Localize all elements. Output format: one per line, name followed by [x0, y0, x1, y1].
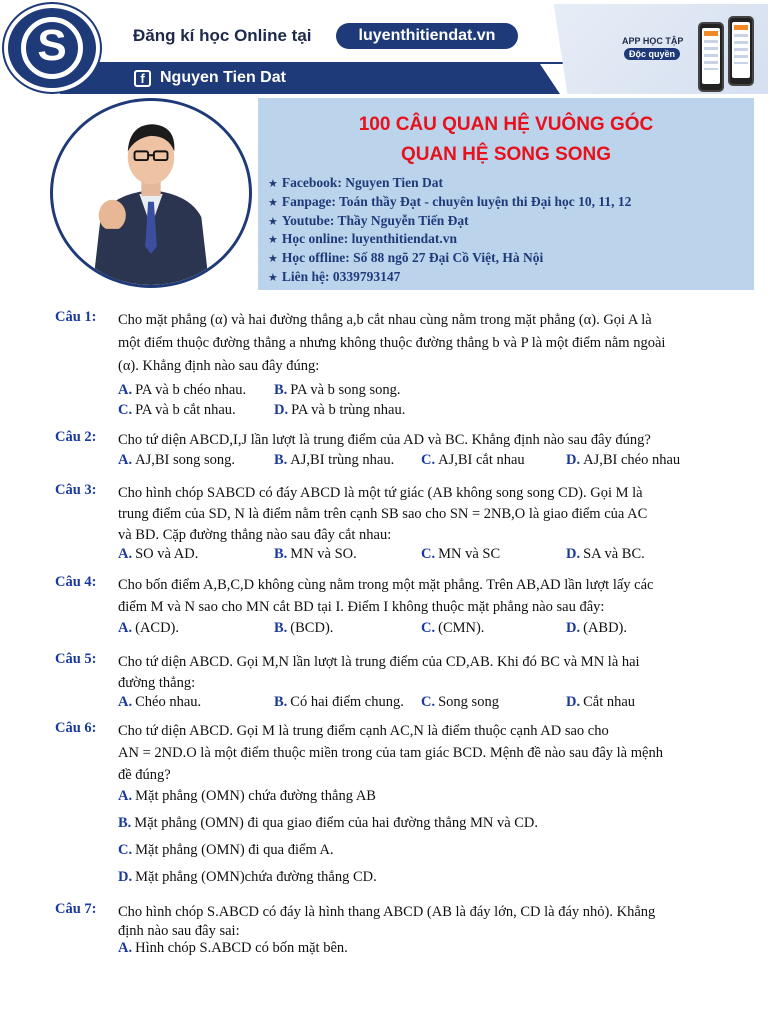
contact-online[interactable]: Học online: luyenthitiendat.vn — [281, 231, 458, 247]
star-icon: ★ — [268, 252, 278, 266]
option-c[interactable]: C. (CMN). — [421, 620, 485, 636]
contact-list — [268, 174, 631, 287]
option-d[interactable]: D. AJ,BI chéo nhau — [566, 452, 681, 468]
question-label: Câu 4: — [55, 574, 97, 590]
question-line: (α). Khẳng định nào sau đây đúng: — [118, 358, 320, 374]
option-c[interactable]: C. AJ,BI cắt nhau — [421, 452, 525, 468]
question-line: Cho tứ diện ABCD. Gọi M là trung điểm cạnh AC,N là điểm thuộc cạnh AD sao cho — [118, 723, 609, 739]
contact-phone[interactable]: Liên hệ: 0339793147 — [281, 268, 401, 284]
option-b[interactable]: B. MN và SO. — [274, 546, 357, 562]
question-line: Cho tứ diện ABCD,I,J lần lượt là trung điểm của AD và BC. Khẳng định nào sau đây đúng? — [118, 432, 651, 448]
question-line: Cho bốn điểm A,B,C,D không cùng nằm trong một mặt phẳng. Trên AB,AD lần lượt lấy các — [118, 577, 654, 593]
contact-item — [268, 249, 631, 268]
question-line: AN = 2ND.O là một điểm thuộc miền trong của tam giác BCD. Mệnh đề nào sau đây là mệnh — [118, 745, 663, 761]
question-line: Cho tứ diện ABCD. Gọi M,N lần lượt là trung điểm của CD,AB. Khi đó BC và MN là hai — [118, 654, 640, 670]
author-portrait — [53, 101, 249, 285]
star-icon: ★ — [268, 270, 278, 284]
option-d[interactable]: D. SA và BC. — [566, 546, 645, 562]
phone-icon — [698, 22, 724, 92]
phone-icon — [728, 16, 754, 86]
star-icon: ★ — [268, 195, 278, 209]
option-b[interactable]: B. Có hai điểm chung. — [274, 694, 404, 710]
app-label: APP HỌC TẬP — [622, 36, 684, 46]
option-a[interactable]: A. Hình chóp S.ABCD có bốn mặt bên. — [118, 940, 348, 956]
question-line: Cho mặt phẳng (α) và hai đường thẳng a,b cắt nhau cùng nằm trong mặt phẳng (α). Gọi A là — [118, 312, 652, 328]
question-label: Câu 2: — [55, 429, 97, 445]
option-d[interactable]: D. Mặt phẳng (OMN)chứa đường thẳng CD. — [118, 869, 377, 885]
contact-item — [268, 193, 631, 212]
facebook-icon[interactable]: f — [134, 70, 151, 87]
option-a[interactable]: A. Mặt phẳng (OMN) chứa đường thẳng AB — [118, 788, 376, 804]
star-icon: ★ — [268, 214, 278, 228]
question-line: trung điểm của SD, N là điểm nằm trên cạnh SB sao cho SN = 2NB,O là giao điểm của AC — [118, 506, 648, 522]
option-a[interactable]: A. (ACD). — [118, 620, 180, 636]
question-line: đề đúng? — [118, 767, 171, 783]
document-title-line1: 100 CÂU QUAN HỆ VUÔNG GÓC — [358, 114, 654, 135]
option-b[interactable]: B. AJ,BI trùng nhau. — [274, 452, 395, 468]
question-label: Câu 1: — [55, 309, 97, 325]
option-c[interactable]: C. MN và SC — [421, 546, 501, 562]
document-title-line2: QUAN HỆ SONG SONG — [400, 144, 612, 165]
option-d[interactable]: D. (ABD). — [566, 620, 628, 636]
question-label: Câu 3: — [55, 482, 97, 498]
register-text: Đăng kí học Online tại — [133, 26, 312, 45]
contact-fanpage[interactable]: Fanpage: Toán thầy Đạt - chuyên luyện thi Đại học 10, 11, 12 — [281, 193, 632, 209]
option-c[interactable]: C. Mặt phẳng (OMN) đi qua điểm A. — [118, 842, 334, 858]
question-line: Cho hình chóp SABCD có đáy ABCD là một tứ giác (AB không song song CD). Gọi M là — [118, 485, 643, 501]
question-line: một điểm thuộc đường thẳng a nhưng không thuộc đường thẳng b và P là một điểm nằm ngoài — [118, 335, 666, 351]
question-line: đường thẳng: — [118, 675, 196, 691]
option-a[interactable]: A. AJ,BI song song. — [118, 452, 236, 468]
header-banner — [0, 0, 768, 96]
option-b[interactable]: B. PA và b song song. — [274, 382, 401, 398]
contact-offline: Học offline: Số 88 ngõ 27 Đại Cồ Việt, Hà Nội — [281, 250, 544, 266]
question-line: điểm M và N sao cho MN cắt BD tại I. Điểm I không thuộc mặt phẳng nào sau đây: — [118, 599, 605, 615]
question-line: Cho hình chóp S.ABCD có đáy là hình thang ABCD (AB là đáy lớn, CD là đáy nhỏ). Khẳng — [118, 904, 656, 920]
author-avatar — [50, 98, 252, 288]
logo-ring — [21, 17, 83, 79]
app-tag: Độc quyền — [624, 48, 680, 60]
contact-facebook[interactable]: Facebook: Nguyen Tien Dat — [281, 175, 444, 190]
question-line: định nào sau đây sai: — [118, 923, 240, 939]
star-icon: ★ — [268, 177, 278, 190]
question-label: Câu 6: — [55, 720, 97, 736]
document-info-box — [258, 98, 754, 290]
option-a[interactable]: A. SO và AD. — [118, 546, 199, 562]
option-c[interactable]: C. Song song — [421, 694, 499, 710]
option-d[interactable]: D. PA và b trùng nhau. — [274, 402, 406, 418]
question-line: và BD. Cặp đường thẳng nào sau đây cắt nhau: — [118, 527, 392, 543]
star-icon: ★ — [268, 233, 278, 247]
logo-letter: S — [37, 21, 67, 70]
contact-item — [268, 230, 631, 249]
contact-item — [268, 174, 631, 193]
option-b[interactable]: B. (BCD). — [274, 620, 334, 636]
contact-youtube[interactable]: Youtube: Thầy Nguyễn Tiến Đạt — [281, 212, 469, 228]
option-a[interactable]: A. PA và b chéo nhau. — [118, 382, 247, 398]
question-label: Câu 7: — [55, 901, 97, 917]
contact-item — [268, 212, 631, 231]
website-link[interactable]: luyenthitiendat.vn — [336, 23, 518, 49]
facebook-name[interactable]: Nguyen Tien Dat — [160, 69, 286, 86]
option-d[interactable]: D. Cắt nhau — [566, 694, 636, 710]
question-label: Câu 5: — [55, 651, 97, 667]
contact-item — [268, 268, 631, 287]
option-c[interactable]: C. PA và b cắt nhau. — [118, 402, 236, 418]
option-b[interactable]: B. Mặt phẳng (OMN) đi qua giao điểm của hai đường thẳng MN và CD. — [118, 815, 539, 831]
option-a[interactable]: A. Chéo nhau. — [118, 694, 202, 710]
brand-logo[interactable] — [4, 4, 100, 92]
